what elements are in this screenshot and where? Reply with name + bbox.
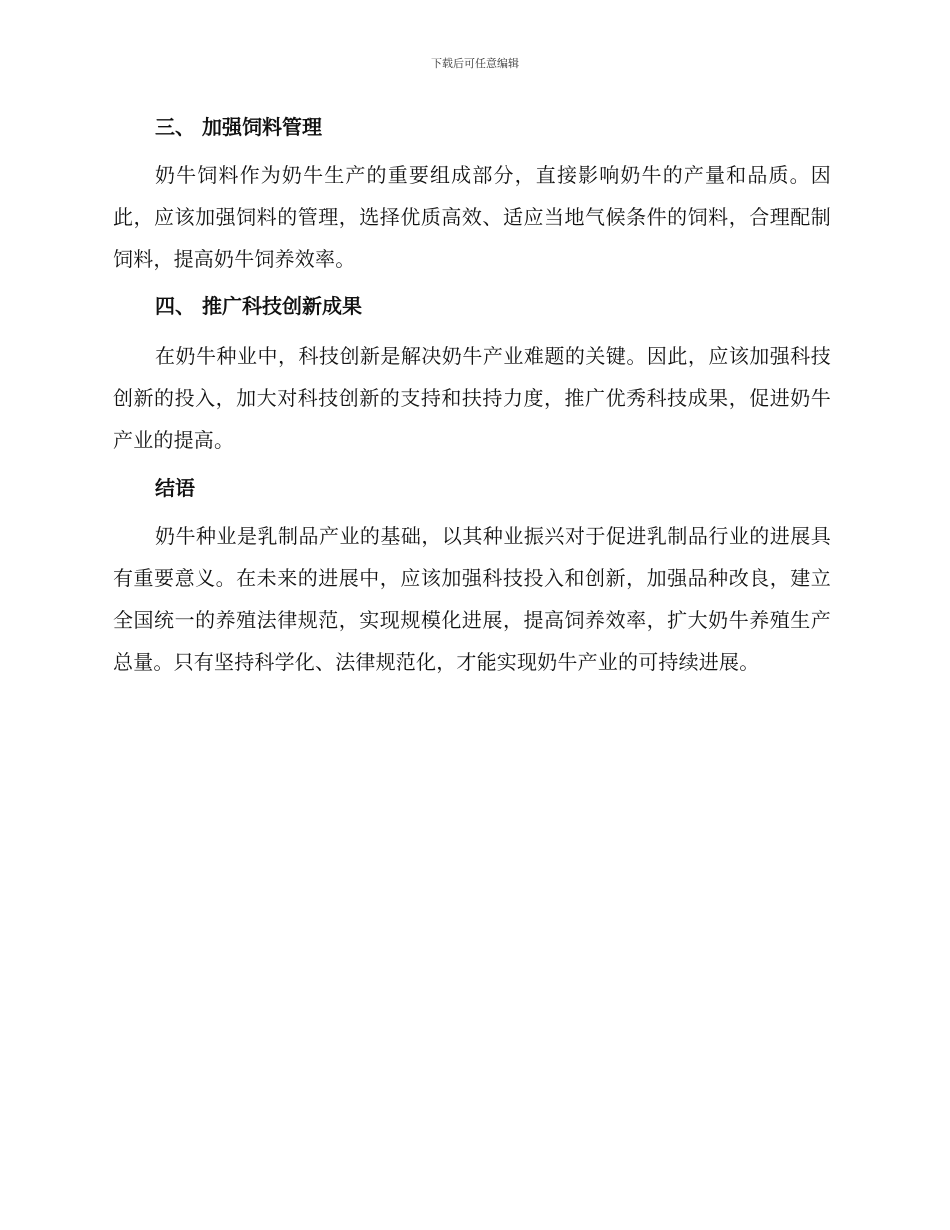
section-heading-feed-management: 三、 加强饲料管理 (155, 115, 322, 139)
document-body (113, 108, 831, 683)
section-heading-tech-innovation: 四、 推广科技创新成果 (155, 294, 362, 318)
section-paragraph-conclusion: 奶牛种业是乳制品产业的基础，以其种业振兴对于促进乳制品行业的进展具有重要意义。在未来的进展中，应该加强科技投入和创新，加强品种改良，建立全国统一的养殖法律规范，实现规模化进展，提高饲养效率，扩大奶牛养殖生产总量。只有坚持科学化、法律规范化，才能实现奶牛产业的可持续进展。 (113, 524, 831, 674)
page-header-note: 下载后可任意编辑 (431, 57, 519, 70)
section-heading-conclusion: 结语 (155, 476, 195, 500)
section-paragraph-tech-innovation: 在奶牛种业中，科技创新是解决奶牛产业难题的关键。因此，应该加强科技创新的投入，加大对科技创新的支持和扶持力度，推广优秀科技成果，促进奶牛产业的提高。 (113, 344, 831, 452)
section-paragraph-feed-management: 奶牛饲料作为奶牛生产的重要组成部分，直接影响奶牛的产量和品质。因此，应该加强饲料的管理，选择优质高效、适应当地气候条件的饲料，合理配制饲料，提高奶牛饲养效率。 (113, 163, 831, 271)
